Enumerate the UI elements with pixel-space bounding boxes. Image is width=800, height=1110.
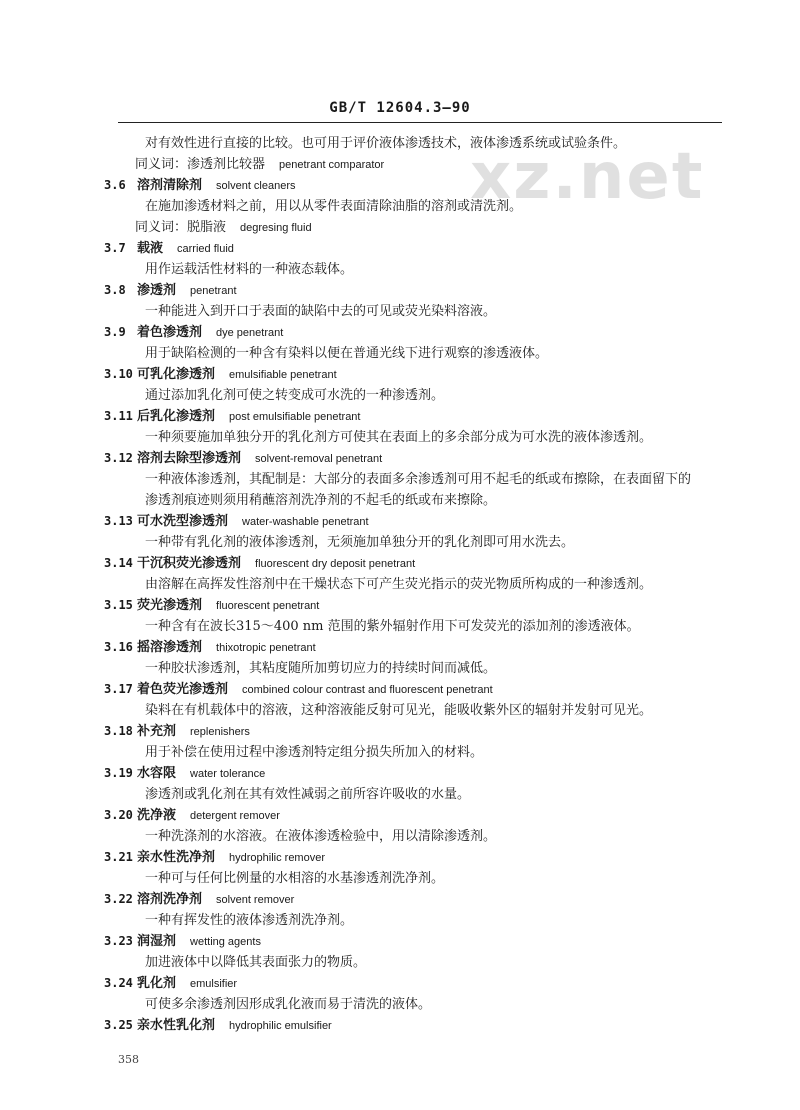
term-chinese [137,931,261,953]
term-english: detergent remover [190,810,280,822]
term-label: 干沉积荧光渗透剂 [137,556,242,571]
term-english: solvent-removal penetrant [255,453,383,465]
term-entry [0,637,800,658]
synonym-line [0,154,800,175]
definition-text: 染料在有机载体中的溶液，这种溶液能反射可见光，能吸收紫外区的辐射并发射可见光。 [145,703,653,718]
term-chinese [137,763,265,785]
definition-text: 一种有挥发性的液体渗透剂洗净剂。 [145,913,354,928]
term-label: 可水洗型渗透剂 [137,514,229,529]
term-label: 润湿剂 [137,934,177,949]
term-english: water-washable penetrant [242,516,369,528]
term-english: wetting agents [190,936,261,948]
term-chinese [137,637,316,659]
clause-number: 3.8 [104,283,126,297]
term-entry [0,175,800,196]
term-english: hydrophilic emulsifier [229,1020,332,1032]
clause-number: 3.13 [104,514,133,528]
term-label: 摇溶渗透剂 [137,640,203,655]
term-entry [0,280,800,301]
term-label: 洗净液 [137,808,177,823]
clause-number: 3.22 [104,892,133,906]
term-entry [0,364,800,385]
term-english: replenishers [190,726,250,738]
term-chinese [137,1015,332,1037]
term-label: 补充剂 [137,724,177,739]
definition-text: 一种可与任何比例量的水相溶的水基渗透剂洗净剂。 [145,871,445,886]
term-entry [0,511,800,532]
synonym-line [0,217,800,238]
synonym-english: penetrant comparator [279,159,385,171]
term-english: combined colour contrast and fluorescent penetrant [242,684,493,696]
term-entry [0,889,800,910]
definition-line [0,385,800,406]
term-chinese [137,595,319,617]
term-entry [0,763,800,784]
definition-line [0,994,800,1015]
definition-text: 一种带有乳化剂的液体渗透剂，无须施加单独分开的乳化剂即可用水洗去。 [145,535,575,550]
term-chinese [137,511,369,533]
definition-text: 用于缺陷检测的一种含有染料以便在普通光线下进行观察的渗透液体。 [145,346,549,361]
term-entry [0,931,800,952]
term-chinese [137,448,382,470]
definition-text: 通过添加乳化剂可使之转变成可水洗的一种渗透剂。 [145,388,445,403]
synonym [135,217,312,239]
term-entry [0,238,800,259]
definition-text: 在施加渗透材料之前，用以从零件表面清除油脂的溶剂或清洗剂。 [145,199,523,214]
definition-text: 可使多余渗透剂因形成乳化液而易于清洗的液体。 [145,997,432,1012]
term-chinese [137,175,296,197]
term-chinese [137,280,237,302]
definition-line [0,742,800,763]
header-rule [118,122,722,123]
term-entry [0,322,800,343]
term-label: 载液 [137,241,164,256]
term-label: 荧光渗透剂 [137,598,203,613]
term-entry [0,553,800,574]
term-entry [0,721,800,742]
definition-text: 一种洗涤剂的水溶液。在液体渗透检验中，用以清除渗透剂。 [145,829,497,844]
clause-number: 3.20 [104,808,133,822]
term-english: carried fluid [177,243,234,255]
clause-number: 3.12 [104,451,133,465]
definition-line [0,574,800,595]
definition-line [0,343,800,364]
term-chinese [137,973,237,995]
term-english: dye penetrant [216,327,284,339]
definition-line [0,910,800,931]
definition-text: 一种能进入到开口于表面的缺陷中去的可见或荧光染料溶液。 [145,304,497,319]
term-label: 后乳化渗透剂 [137,409,216,424]
term-chinese [137,679,493,701]
definition-line [0,196,800,217]
term-entry [0,406,800,427]
term-english: water tolerance [190,768,266,780]
clause-number: 3.23 [104,934,133,948]
term-label: 渗透剂 [137,283,177,298]
term-label: 亲水性乳化剂 [137,1018,216,1033]
definition-text: 用于补偿在使用过程中渗透剂特定组分损失所加入的材料。 [145,745,484,760]
definition-text: 由溶解在高挥发性溶剂中在干燥状态下可产生荧光指示的荧光物质所构成的一种渗透剂。 [145,577,653,592]
synonym-label: 同义词：渗透剂比较器 [135,157,266,172]
term-chinese [137,364,337,386]
term-chinese [137,721,250,743]
definition-line [0,490,800,511]
definition-line [0,952,800,973]
clause-number: 3.7 [104,241,126,255]
definition-line [0,532,800,553]
term-label: 亲水性洗净剂 [137,850,216,865]
clause-number: 3.24 [104,976,133,990]
definition-line [0,427,800,448]
definition-text: 一种胶状渗透剂，其粘度随所加剪切应力的持续时间而减低。 [145,661,497,676]
definition-line [0,259,800,280]
definition-text: 渗透剂痕迹则须用稍蘸溶剂洗净剂的不起毛的纸或布来擦除。 [145,493,497,508]
clause-number: 3.11 [104,409,133,423]
definition-line [0,826,800,847]
term-entry [0,448,800,469]
clause-number: 3.21 [104,850,133,864]
clause-number: 3.9 [104,325,126,339]
term-entry [0,805,800,826]
document-body [0,133,800,1036]
term-chinese [137,406,360,428]
definition-line [0,868,800,889]
term-entry [0,1015,800,1036]
definition-line [0,658,800,679]
synonym-label: 同义词：脱脂液 [135,220,227,235]
term-chinese [137,238,234,260]
synonym-english: degresing fluid [240,222,312,234]
clause-number: 3.15 [104,598,133,612]
page-number: 358 [118,1053,139,1066]
clause-number: 3.14 [104,556,133,570]
clause-number: 3.17 [104,682,133,696]
term-label: 溶剂去除型渗透剂 [137,451,242,466]
clause-number: 3.25 [104,1018,133,1032]
term-english: emulsifiable penetrant [229,369,337,381]
definition-line [0,469,800,490]
term-entry [0,973,800,994]
term-label: 可乳化渗透剂 [137,367,216,382]
term-label: 着色荧光渗透剂 [137,682,229,697]
term-label: 水容限 [137,766,177,781]
term-english: emulsifier [190,978,238,990]
term-label: 着色渗透剂 [137,325,203,340]
term-english: solvent remover [216,894,295,906]
watermark: xz.net [470,140,705,214]
definition-line [0,616,800,637]
synonym [135,154,384,176]
term-label: 乳化剂 [137,976,177,991]
clause-number: 3.19 [104,766,133,780]
term-chinese [137,889,294,911]
term-entry [0,595,800,616]
definition-line [0,301,800,322]
definition-line [0,700,800,721]
clause-number: 3.10 [104,367,133,381]
clause-number: 3.16 [104,640,133,654]
definition-text: 一种液体渗透剂，其配制是：大部分的表面多余渗透剂可用不起毛的纸或布擦除，在表面留下的 [145,472,692,487]
definition-text: 一种须要施加单独分开的乳化剂方可使其在表面上的多余部分成为可水洗的液体渗透剂。 [145,430,653,445]
term-label: 溶剂清除剂 [137,178,203,193]
term-chinese [137,553,415,575]
definition-text: 加进液体中以降低其表面张力的物质。 [145,955,367,970]
clause-number: 3.6 [104,178,126,192]
definition-line [0,784,800,805]
definition-text: 一种含有在波长315～400 nm 范围的紫外辐射作用下可发荧光的添加剂的渗透液体。 [145,619,640,634]
page-header: GB/T 12604.3—90 [329,100,471,116]
definition-text: 渗透剂或乳化剂在其有效性减弱之前所容许吸收的水量。 [145,787,471,802]
term-english: penetrant [190,285,237,297]
term-english: solvent cleaners [216,180,296,192]
clause-number: 3.18 [104,724,133,738]
term-chinese [137,805,280,827]
term-entry [0,847,800,868]
term-chinese [137,322,283,344]
term-chinese [137,847,325,869]
term-entry [0,679,800,700]
definition-text: 对有效性进行直接的比较。也可用于评价液体渗透技术，液体渗透系统或试验条件。 [145,136,627,151]
term-english: hydrophilic remover [229,852,325,864]
term-english: thixotropic penetrant [216,642,316,654]
term-english: fluorescent dry deposit penetrant [255,558,416,570]
term-label: 溶剂洗净剂 [137,892,203,907]
definition-line [0,133,800,154]
term-english: fluorescent penetrant [216,600,320,612]
definition-text: 用作运载活性材料的一种液态载体。 [145,262,354,277]
term-english: post emulsifiable penetrant [229,411,361,423]
